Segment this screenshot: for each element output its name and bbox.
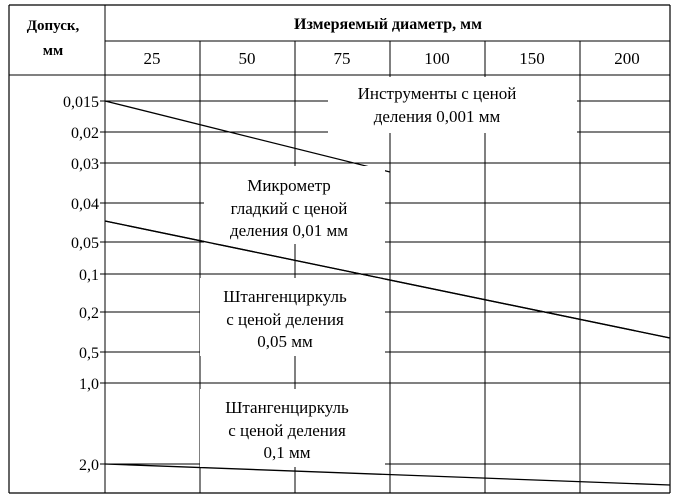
tolerance-label: 2,0 [79,457,99,474]
boundary-line-overlay [105,221,670,338]
diameter-label: 25 [143,49,161,68]
diameter-labels [144,49,640,68]
region-label-line: с ценой деления [228,421,346,440]
region-label-line: Микрометр [247,176,331,195]
diameter-label: 50 [238,49,256,68]
region-micrometer-001 [230,176,348,240]
diameter-label: 75 [333,49,351,68]
tolerance-label: 0,04 [71,196,99,213]
tolerance-label: 0,2 [79,305,99,322]
region-label-line: Штангенциркуль [223,287,347,306]
region-label-line: 0,05 мм [257,332,313,351]
diameter-header-title: Измеряемый диаметр, мм [294,16,482,33]
region-label-line: Инструменты с ценой [357,84,517,103]
tolerance-label: 0,05 [71,235,99,252]
boundary-line [105,464,670,485]
tolerance-header-line1: Допуск, [26,18,80,34]
diameter-label: 200 [614,49,640,68]
diameter-label: 100 [424,49,450,68]
tolerance-label: 0,1 [79,267,99,284]
region-label-line: гладкий с ценой [230,199,348,218]
tolerance-label: 0,5 [79,345,99,362]
tolerance-header-line2: мм [42,43,64,59]
region-label-line: деления 0,001 мм [373,107,501,126]
tolerance-label: 1,0 [79,376,99,393]
tolerance-labels [63,94,99,474]
label-backgrounds [105,77,670,467]
tolerance-label: 0,03 [71,156,99,173]
region-label-line: с ценой деления [226,310,344,329]
tolerance-label: 0,02 [71,125,99,142]
region-label-line: 0,1 мм [263,443,311,462]
tolerance-label: 0,015 [63,94,99,111]
region-label-line: Штангенциркуль [225,398,349,417]
region-label-line: деления 0,01 мм [229,221,349,240]
boundary-lines [105,101,670,485]
diameter-label: 150 [519,49,545,68]
